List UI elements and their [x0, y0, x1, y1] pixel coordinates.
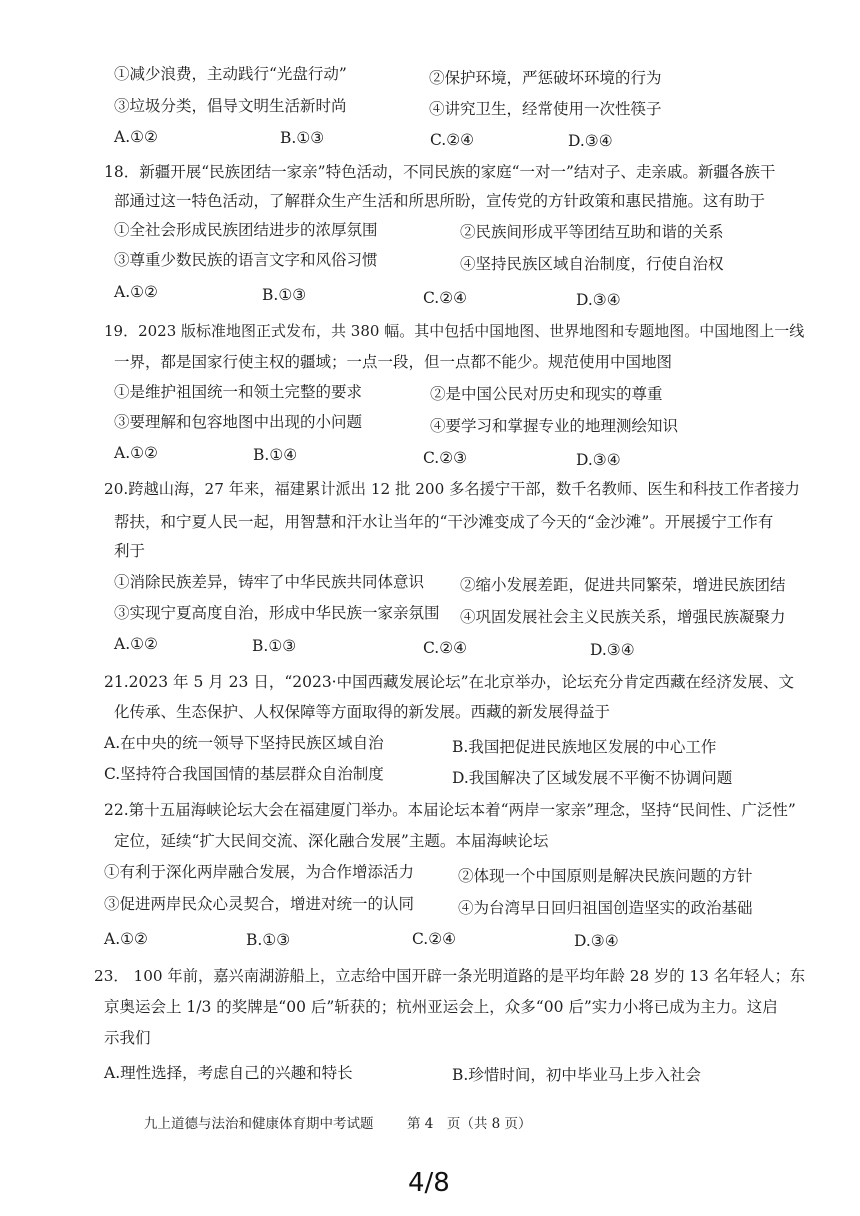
- q21-stem-line2: 化传承、生态保护、人权保障等方面取得的新发展。西藏的新发展得益于: [114, 703, 611, 721]
- q21-option-c: C.坚持符合我国国情的基层群众自治制度: [104, 765, 384, 783]
- page-counter: 4/8: [408, 1168, 450, 1198]
- q21-option-b: B.我国把促进民族地区发展的中心工作: [452, 738, 717, 756]
- q21-stem-line1: 21.2023 年 5 月 23 日，“2023·中国西藏发展论坛”在北京举办，论坛充分肯定西藏在经济发展、文: [104, 673, 795, 691]
- q20-choice-c: C.②④: [423, 639, 468, 657]
- q20-option-1: ①消除民族差异，铸牢了中华民族共同体意识: [114, 573, 425, 591]
- q18-option-2: ②民族间形成平等团结互助和谐的关系: [460, 223, 724, 241]
- q19-option-2: ②是中国公民对历史和现实的尊重: [430, 385, 663, 403]
- q17-choice-c: C.②④: [430, 131, 475, 149]
- q22-stem-line2: 定位，延续“扩大民间交流、深化融合发展”主题。本届海峡论坛: [114, 832, 549, 850]
- q19-choice-b: B.①④: [253, 446, 298, 464]
- q18-choice-d: D.③④: [576, 291, 621, 309]
- q18-option-3: ③尊重少数民族的语言文字和风俗习惯: [114, 251, 378, 269]
- q23-option-b: B.珍惜时间，初中毕业马上步入社会: [452, 1066, 701, 1084]
- q19-stem-line1: 19．2023 版标准地图正式发布，共 380 幅。其中包括中国地图、世界地图和专题地图。中国地图上一线: [104, 322, 805, 340]
- q19-stem-line2: 一界，都是国家行使主权的疆域；一点一段，但一点都不能少。规范使用中国地图: [114, 353, 673, 371]
- q17-option-4: ④讲究卫生，经常使用一次性筷子: [429, 100, 662, 118]
- footer-exam-name: 九上道德与法治和健康体育期中考试题: [144, 1116, 374, 1132]
- q21-option-a: A.在中央的统一领导下坚持民族区域自治: [104, 734, 384, 752]
- q18-choice-a: A.①②: [114, 283, 158, 301]
- q17-choice-a: A.①②: [114, 128, 158, 146]
- q17-choice-b: B.①③: [280, 129, 325, 147]
- q22-stem-line1: 22.第十五届海峡论坛大会在福建厦门举办。本届论坛本着“两岸一家亲”理念，坚持“民间性、广泛性”: [104, 801, 796, 819]
- q20-choice-d: D.③④: [590, 641, 635, 659]
- q22-option-1: ①有利于深化两岸融合发展，为合作增添活力: [104, 863, 415, 881]
- q22-choice-c: C.②④: [412, 930, 457, 948]
- q20-choice-a: A.①②: [114, 635, 158, 653]
- q19-option-3: ③要理解和包容地图中出现的小问题: [114, 413, 363, 431]
- q22-choice-b: B.①③: [246, 931, 291, 949]
- q19-option-4: ④要学习和掌握专业的地理测绘知识: [430, 417, 679, 435]
- q18-option-1: ①全社会形成民族团结进步的浓厚氛围: [114, 221, 378, 239]
- q19-choice-d: D.③④: [576, 451, 621, 469]
- q20-stem-line3: 利于: [114, 542, 146, 560]
- q20-stem-line1: 20.跨越山海，27 年来，福建累计派出 12 批 200 多名援宁干部，数千名教师、医生和科技工作者接力: [104, 480, 800, 498]
- q18-option-4: ④坚持民族区域自治制度，行使自治权: [460, 255, 724, 273]
- q23-stem-line1: 23． 100 年前，嘉兴南湖游船上，立志给中国开辟一条光明道路的是平均年龄 28 岁的 13 名年轻人；东: [94, 967, 806, 985]
- q23-stem-line3: 示我们: [104, 1029, 151, 1047]
- q20-stem-line2: 帮扶，和宁夏人民一起，用智慧和汗水让当年的“干沙滩变成了今天的“金沙滩”。开展援宁工作有: [114, 513, 774, 531]
- q19-choice-a: A.①②: [114, 444, 158, 462]
- q22-option-2: ②体现一个中国原则是解决民族问题的方针: [458, 867, 753, 885]
- q20-option-4: ④巩固发展社会主义民族关系，增强民族凝聚力: [460, 608, 786, 626]
- q17-option-2: ②保护环境，严惩破坏环境的行为: [429, 69, 662, 87]
- q17-option-3: ③垃圾分类，倡导文明生活新时尚: [114, 97, 347, 115]
- q18-choice-b: B.①③: [262, 286, 307, 304]
- footer-page-info: 第 4 页（共 8 页）: [407, 1116, 532, 1132]
- q18-stem-line1: 18．新疆开展“民族团结一家亲”特色活动，不同民族的家庭“一对一”结对子、走亲戚。新疆各族干: [104, 163, 776, 181]
- q21-option-d: D.我国解决了区域发展不平衡不协调问题: [452, 769, 733, 787]
- q20-choice-b: B.①③: [252, 637, 297, 655]
- q22-choice-d: D.③④: [574, 932, 619, 950]
- q22-option-3: ③促进两岸民众心灵契合，增进对统一的认同: [104, 895, 415, 913]
- q22-choice-a: A.①②: [104, 930, 148, 948]
- q18-choice-c: C.②④: [423, 289, 468, 307]
- q22-option-4: ④为台湾早日回归祖国创造坚实的政治基础: [458, 899, 753, 917]
- q17-option-1: ①减少浪费，主动践行“光盘行动”: [114, 65, 347, 83]
- q17-choice-d: D.③④: [568, 132, 613, 150]
- q19-option-1: ①是维护祖国统一和领土完整的要求: [114, 383, 363, 401]
- q19-choice-c: C.②③: [423, 449, 468, 467]
- q23-option-a: A.理性选择，考虑自己的兴趣和特长: [104, 1064, 353, 1082]
- q20-option-2: ②缩小发展差距，促进共同繁荣，增进民族团结: [460, 576, 786, 594]
- q20-option-3: ③实现宁夏高度自治，形成中华民族一家亲氛围: [114, 604, 440, 622]
- q18-stem-line2: 部通过这一特色活动，了解群众生产生活和所思所盼，宣传党的方针政策和惠民措施。这有助于: [114, 192, 766, 210]
- q23-stem-line2: 京奥运会上 1/3 的奖牌是“00 后”斩获的；杭州亚运会上，众多“00 后”实力小将已成为主力。这启: [104, 998, 778, 1016]
